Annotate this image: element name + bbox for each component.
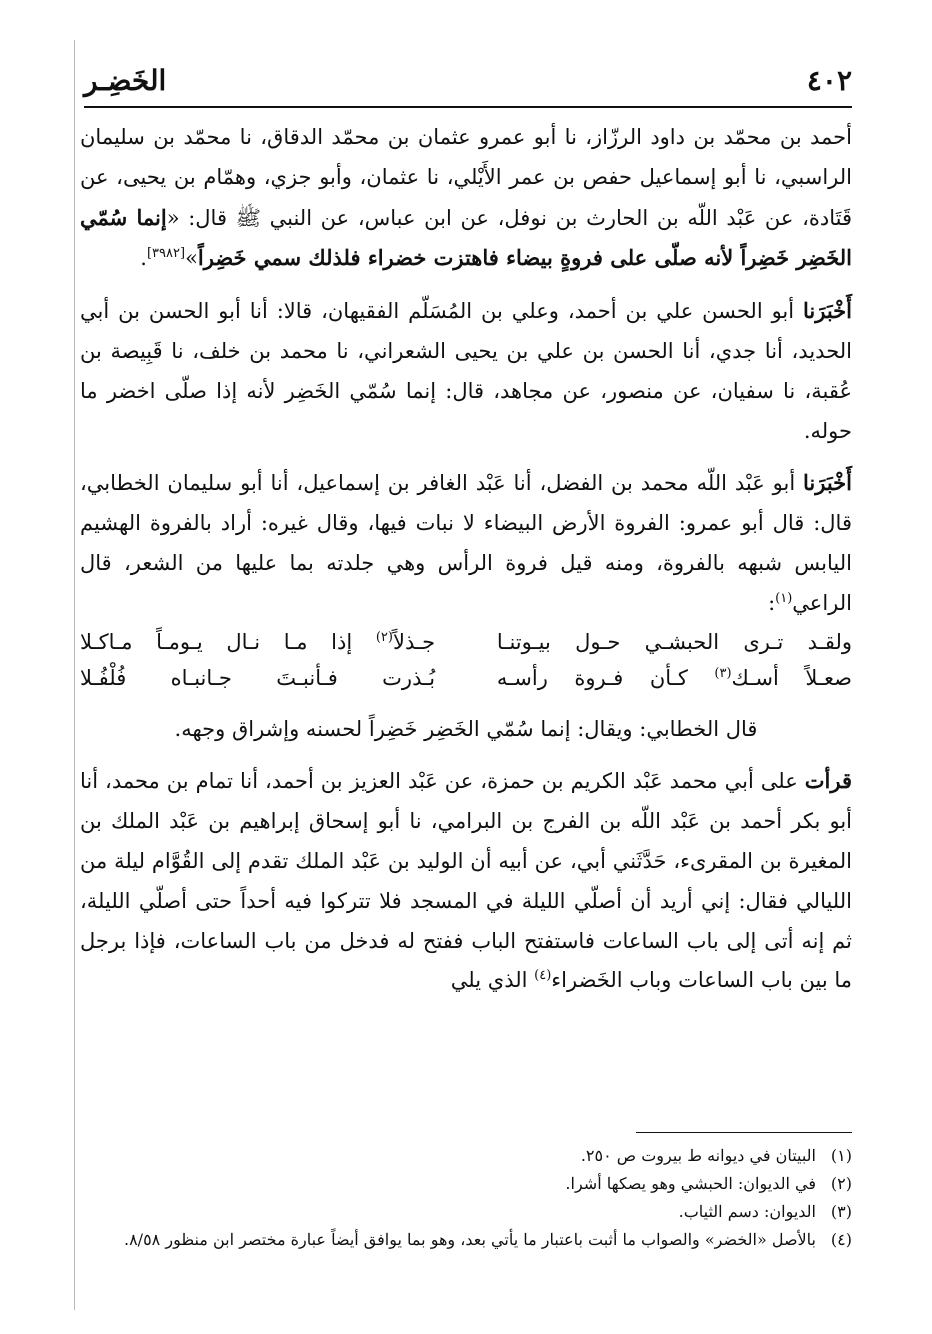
poem (80, 624, 852, 696)
poem-verse (80, 660, 852, 696)
page-number: ٤٠٢ (806, 64, 852, 97)
poem-verse (80, 624, 852, 660)
hemistich-text: إذا مـا نـال يـومـاً مـاكـلا (80, 629, 376, 654)
paragraph-end: . (140, 246, 147, 271)
footnote-number: (٤) (830, 1230, 852, 1249)
page-header (84, 58, 852, 108)
footnote-number: (٢) (830, 1174, 852, 1193)
footnote-number: (١) (830, 1146, 852, 1165)
paragraph-lead: قرأت (804, 768, 852, 794)
main-text (80, 118, 852, 1001)
footnote-text: الديوان: دسم الثياب. (678, 1202, 816, 1221)
paragraph-lead: أَخْبَرَنا (803, 298, 852, 324)
hadith-quote: إنما سُمّي الخَضِر خَضِراً لأنه صلّى على فروةٍ بيضاء فاهتزت خضراء فلذلك سمي خَضِراً (80, 204, 852, 271)
paragraph-end: : (768, 590, 776, 615)
paragraph-text: أبو الحسن علي بن أحمد، وعلي بن المُسَلّم الفقيهان، قالا: أنا أبو الحسن بن أبي الحديد، أنا جدي، أنا الحسن بن علي بن يحيى الشعراني، نا محمد بن خلف، نا قَبِيصة بن عُقبة، نا سفيان، عن منصور، عن مجاهد، قال: إنما سُمّي الخَضِر لأنه إذا صلّى اخضر ما حوله. (80, 299, 852, 443)
footnote-marker: (٣) (714, 665, 732, 681)
hemistich-text: جـذلاً (392, 629, 436, 654)
paragraph-3 (80, 463, 852, 623)
reference-number: [٣٩٨٢] (146, 246, 186, 262)
hemistich-text: صعـلاً أسـك (731, 665, 852, 690)
footnote-rule (636, 1132, 852, 1133)
footnote (80, 1226, 852, 1254)
paragraph-text: الذي يلي (450, 968, 535, 993)
paragraph-text: أبو عَبْد اللّه محمد بن الفضل، أنا عَبْد الغافر بن إسماعيل، أنا أبو سليمان الخطابي، قال: قال أبو عمرو: الفروة الأرض البيضاء لا نبات فيها، وقال غيره: أراد بالفروة الهشيم اليابس شبهه بالفروة، ومنه قيل فروة الرأس وهي جلدته بما عليها من الشعر، قال الراعي (80, 471, 852, 615)
footnote-marker: (٤) (534, 968, 552, 984)
khattabi-line: قال الخطابي: ويقال: إنما سُمّي الخَضِر خَضِراً لحسنه وإشراق وجهه. (174, 716, 758, 741)
footnotes (80, 1142, 852, 1254)
paragraph-4 (80, 761, 852, 1001)
paragraph-text: على أبي محمد عَبْد الكريم بن حمزة، عن عَبْد العزيز بن أحمد، أنا تمام بن محمد، أنا أبو بكر أحمد بن عَبْد اللّه بن الفرج بن البرامي، نا أبو إسحاق إبراهيم بن عَبْد الملك بن المغيرة بن المقرىء، حَدَّثَني أبي، عن أبيه أن الوليد بن عَبْد الملك تقدم إلى القُوَّام ليلة من الليالي فقال: إني أريد أن أصلّي الليلة في المسجد فلا تتركوا فيه أحداً حتى أصلّي الليلة، ثم إنه أتى إلى باب الساعات فاستفتح الباب ففتح له فدخل من باب الساعات، فإذا برجل ما بين باب الساعات وباب الخَضراء (80, 769, 852, 993)
footnote-marker: (١) (775, 590, 793, 606)
second-hemistich (80, 624, 435, 660)
footnote-marker: (٢) (375, 629, 393, 645)
footnote (80, 1198, 852, 1226)
margin-line (74, 40, 75, 1310)
footnote-number: (٣) (830, 1202, 852, 1221)
hemistich-text: كـأن فـروة رأسـه (496, 665, 715, 690)
first-hemistich: ولقـد تـرى الحبشـي حـول بيـوتنـا (496, 629, 852, 654)
second-hemistich: بُـذرت فـأنبـتَ جـانبـاه فُلْفُـلا (80, 665, 436, 690)
footnote (80, 1142, 852, 1170)
quote-close: » (185, 246, 198, 271)
paragraph-text: أحمد بن محمّد بن داود الرزّاز، نا أبو عمرو عثمان بن محمّد الدقاق، نا محمّد بن سليمان الراسبي، نا أبو إسماعيل حفص بن عمر الأَيْلي، نا عثمان، وأبو جزي، وهمّام بن يحيى، عن قَتَادة، عن عَبْد اللّه بن الحارث بن نوفل، عن ابن عباس، عن النبي ﷺ قال: « (80, 125, 852, 230)
paragraph-1 (80, 118, 852, 279)
footnote-text: في الديوان: الحبشي وهو يصكها أشرا. (565, 1174, 816, 1193)
first-hemistich (497, 660, 852, 696)
paragraph-lead: أَخْبَرَنا (803, 470, 852, 496)
footnote (80, 1170, 852, 1198)
footnote-text: البيتان في ديوانه ط بيروت ص ٢٥٠. (580, 1146, 816, 1165)
paragraph-2 (80, 291, 852, 451)
running-title: الخَضِـر (84, 64, 167, 97)
footnote-text: بالأصل «الخضر» والصواب ما أثبت باعتبار ما يأتي بعد، وهو بما يوافق أيضاً عبارة مختصر ابن منظور ٨/٥٨. (123, 1230, 816, 1249)
